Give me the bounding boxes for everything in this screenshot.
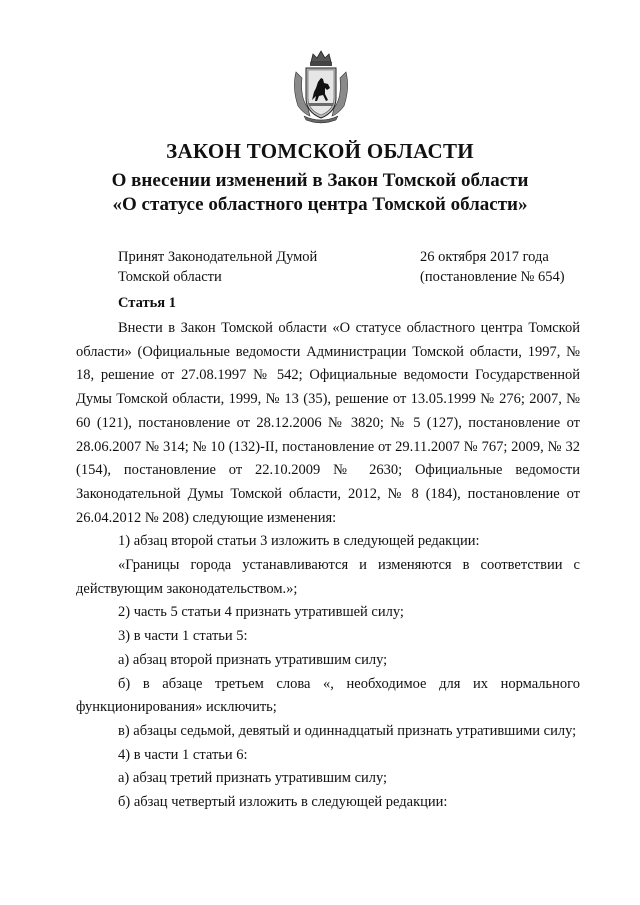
adopted-by-line-2: Томской области	[118, 269, 222, 285]
article-paragraph: 4) в части 1 статьи 6:	[118, 746, 248, 763]
article-paragraph: 1) абзац второй статьи 3 изложить в следующей редакции:	[118, 533, 480, 550]
article-paragraph: 3) в части 1 статьи 5:	[118, 628, 248, 645]
article-paragraph: в) абзацы седьмой, девятый и одиннадцатый признать утратившими силу;	[118, 722, 577, 739]
adoption-date: 26 октября 2017 года	[420, 249, 549, 265]
adoption-date-info	[420, 247, 565, 287]
resolution-number: (постановление № 654)	[420, 269, 565, 285]
article-paragraph: 2) часть 5 статьи 4 признать утратившей силу;	[118, 604, 404, 621]
article-paragraph: Внести в Закон Томской области «О статусе областного центра Томской области» (Официальные ведомости Администрации Томской области, 1997, № 18, решение от 27.08.1997 № 542; Официальные ведомости Государственной Думы Томской области, 1999, № 13 (35), решение от 13.05.1999 № 276; 2007, № 60 (121), постановление от 28.12.2006 № 3820; № 5 (127), постановление от 28.06.2007 № 314; № 10 (132)-II, постановление от 29.11.2007 № 767; 2009, № 32 (154), постановление от 22.10.2009 № 2630; Официальные ведомости Законодательной Думы Томской области, 2012, № 8 (184), постановление от 26.04.2012 № 208) следующие изменения:	[76, 320, 580, 526]
adoption-info	[118, 247, 317, 287]
article-paragraph: «Границы города устанавливаются и изменяются в соответствии с действующим законодательством.»;	[76, 557, 580, 597]
article-paragraph: б) в абзаце третьем слова «, необходимое для их нормального функционирования» исключить;	[76, 675, 580, 716]
law-subtitle-line-2: «О статусе областного центра Томской области»	[112, 194, 528, 215]
article-body	[76, 317, 580, 815]
article-paragraph: а) абзац второй признать утратившим силу;	[118, 651, 388, 668]
article-paragraph: б) абзац четвертый изложить в следующей редакции:	[118, 794, 448, 811]
law-title: ЗАКОН ТОМСКОЙ ОБЛАСТИ	[166, 139, 474, 163]
tomsk-coat-of-arms-emblem	[290, 48, 352, 124]
adopted-by-line-1: Принят Законодательной Думой	[118, 249, 318, 265]
law-subtitle-line-1: О внесении изменений в Закон Томской области	[111, 170, 529, 191]
article-heading: Статья 1	[118, 295, 176, 311]
article-paragraph: а) абзац третий признать утратившим силу;	[118, 770, 388, 787]
